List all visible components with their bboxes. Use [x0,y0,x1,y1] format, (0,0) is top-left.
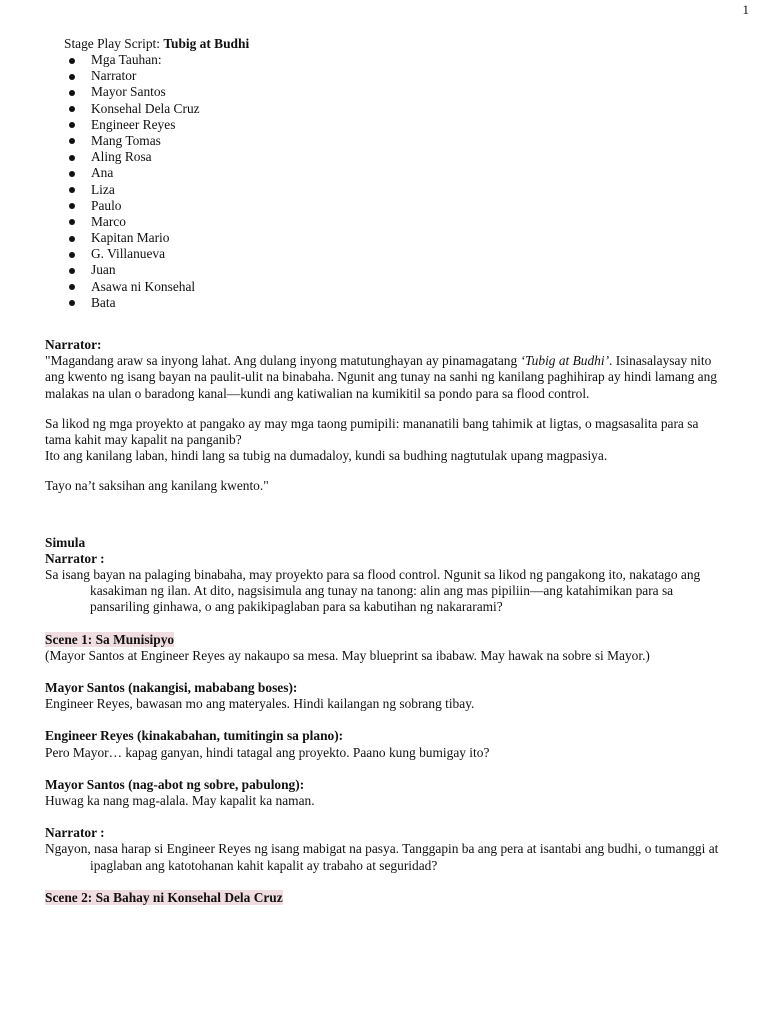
intro-speaker: Narrator: [45,337,102,352]
bullet-icon [69,203,75,209]
bullet-icon [69,252,75,258]
list-item [68,133,200,149]
bullet-icon [69,90,75,96]
cast-item-label: Asawa ni Konsehal [91,278,196,294]
narrator-text: Ngayon, nasa harap si Engineer Reyes ng isang mabigat na pasya. Tanggapin ba ang pera at isantabi ang budhi, o tumanggi at ipaglaban ang katotohanan kahit kapalit ay trabaho at seguridad? [45,841,719,873]
cast-item-label: Aling Rosa [91,149,152,165]
dialogue-line: Huwag ka nang mag-alala. May kapalit ka naman. [45,793,315,809]
scene-1-stage-direction: (Mayor Santos at Engineer Reyes ay nakaupo sa mesa. May blueprint sa ibabaw. May hawak na sobre si Mayor.) [45,647,650,663]
cast-item-label: Juan [91,262,116,278]
simula-speaker: Narrator : [45,550,105,566]
cast-list [68,52,200,311]
cast-item-label: Mayor Santos [91,84,166,100]
intro-paragraph-4: Tayo na’t saksihan ang kanilang kwento." [45,478,269,494]
list-item [68,246,200,262]
simula-text: Sa isang bayan na palaging binabaha, may proyekto para sa flood control. Ngunit sa likod ng pangakong ito, nakatago ang kasakiman ng ilan. At dito, nagsisimula ang tunay na tanong: alin ang mas pipiliin—ang katahimikan para sa pansariling ginhawa, o ang pakikipaglaban para sa kabutihan ng nakararami? [45,567,701,615]
bullet-icon [69,155,75,161]
title-prefix: Stage Play Script: [64,36,164,51]
bullet-icon [69,58,75,64]
cast-item-label: Bata [91,294,116,310]
cast-item-label: Paulo [91,197,122,213]
list-item [68,165,200,181]
bullet-icon [69,74,75,80]
intro-paragraph-1 [45,353,725,402]
script-title [64,36,249,52]
cast-item-label: Mga Tauhan: [91,52,162,67]
list-item [68,149,200,165]
list-item [68,214,200,230]
list-item [68,182,200,198]
intro-paragraph-2: Sa likod ng mga proyekto at pangako ay may mga taong pumipili: mananatili bang tahimik at ligtas, o magsasalita para sa tama kahit may kapalit na panganib? [45,415,699,448]
intro-text: . Isinasalaysay nito ang kwento ng isang bayan na paulit-ulit na binabaha. Ngunit ang tunay na sanhi ng kanilang paghihirap ay hindi lamang ang malakas na ulan o baradong kanal—kundi ang katiwalian na kumikitil sa pondo para sa flood control. [45,353,717,401]
list-item [68,230,200,246]
cast-item-label: Ana [91,165,114,181]
bullet-icon [69,171,75,177]
dialogue-speaker: Mayor Santos (nag-abot ng sobre, pabulong): [45,776,305,792]
list-item [68,198,200,214]
cast-item-label: G. Villanueva [91,246,166,262]
simula-heading: Simula [45,534,86,550]
scene-2-heading: Scene 2: Sa Bahay ni Konsehal Dela Cruz [45,889,283,905]
cast-item-label: Engineer Reyes [91,116,176,132]
cast-item-label: Kapitan Mario [91,230,170,246]
bullet-icon [69,268,75,274]
cast-item-label: Konsehal Dela Cruz [91,100,200,116]
intro-play-title: ‘Tubig at Budhi’ [520,353,610,369]
list-item [68,295,200,311]
page-number: 1 [742,2,749,17]
bullet-icon [69,106,75,112]
bullet-icon [69,236,75,242]
list-item [68,279,200,295]
list-item [68,52,200,68]
scene-1-heading: Scene 1: Sa Munisipyo [45,631,175,647]
list-item [68,117,200,133]
list-item [68,101,200,117]
dialogue-line: Engineer Reyes, bawasan mo ang materyales. Hindi kailangan ng sobrang tibay. [45,696,475,712]
bullet-icon [69,300,75,306]
cast-item-label: Mang Tomas [91,132,161,148]
dialogue-speaker: Engineer Reyes (kinakabahan, tumitingin sa plano): [45,728,344,744]
list-item [68,68,200,84]
bullet-icon [69,219,75,225]
dialogue-line: Pero Mayor… kapag ganyan, hindi tatagal ang proyekto. Paano kung bumigay ito? [45,744,490,760]
narrator-speaker: Narrator : [45,825,105,841]
bullet-icon [69,138,75,144]
title-name: Tubig at Budhi [163,36,250,51]
bullet-icon [69,187,75,193]
list-item [68,84,200,100]
dialogue-speaker: Mayor Santos (nakangisi, mababang boses): [45,680,298,696]
bullet-icon [69,122,75,128]
intro-paragraph-3: Ito ang kanilang laban, hindi lang sa tubig na dumadaloy, kundi sa budhing nagtutulak upang magpasiya. [45,448,608,464]
list-item [68,262,200,278]
cast-item-label: Marco [91,213,126,229]
intro-text: "Magandang araw sa inyong lahat. Ang dulang inyong matutunghayan ay pinamagatang [45,353,521,369]
cast-item-label: Narrator [91,68,137,84]
cast-item-label: Liza [91,181,115,197]
bullet-icon [69,284,75,290]
script-body [45,337,725,906]
